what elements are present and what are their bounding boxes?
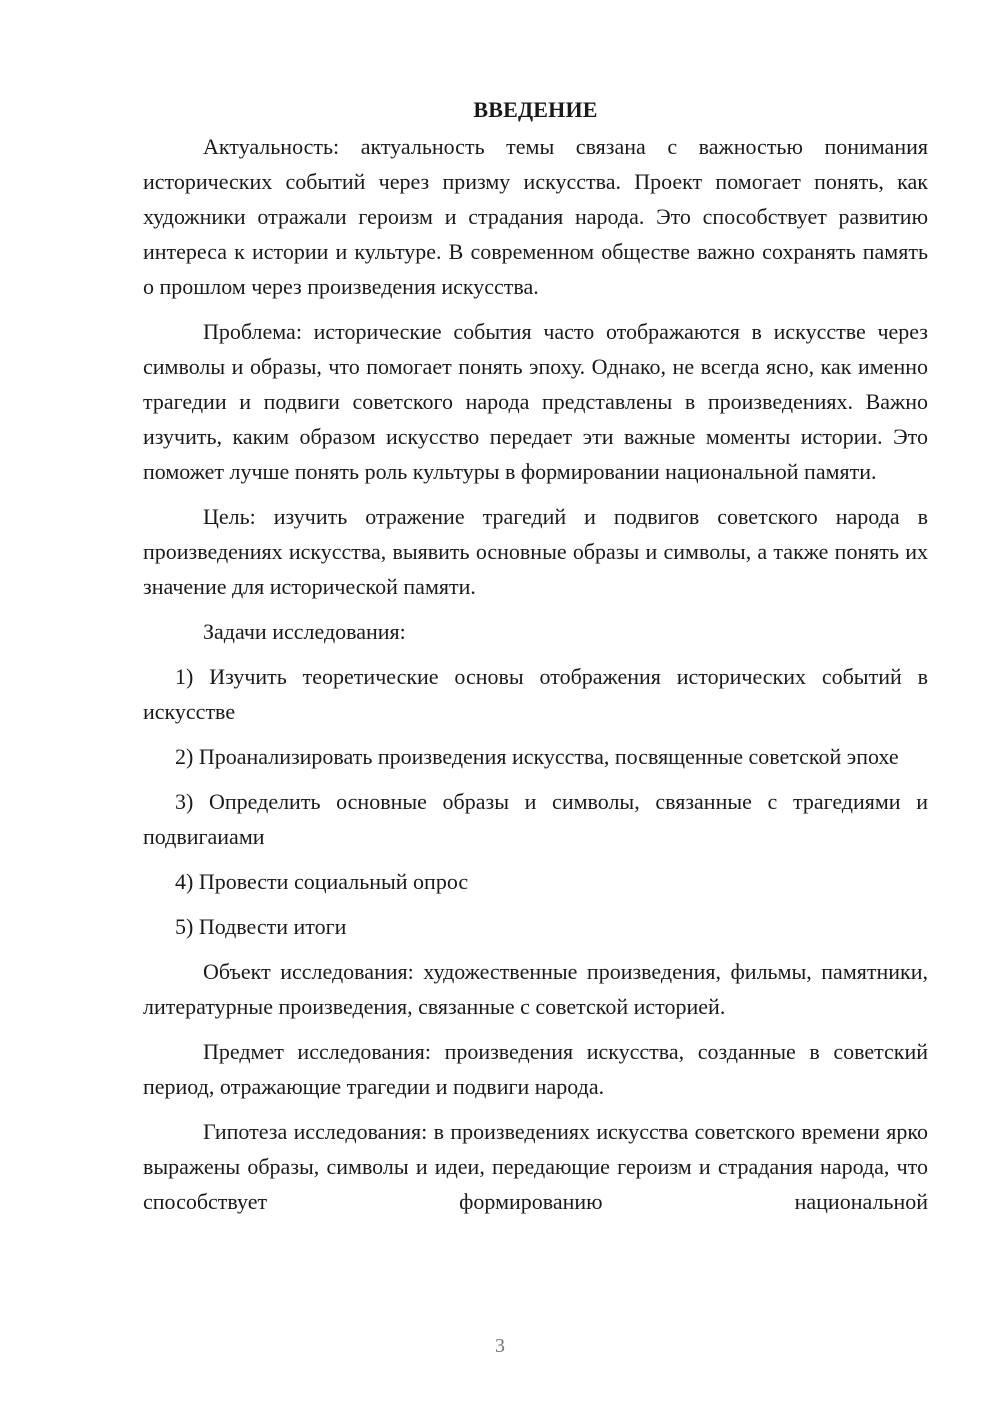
task-item-4 bbox=[143, 864, 928, 899]
goal-paragraph: Цель: изучить отражение трагедий и подвигов советского народа в произведениях искусства, выявить основные образы и символы, а также понять их значение для исторической памяти. bbox=[143, 504, 928, 599]
task-item-1 bbox=[143, 659, 928, 729]
object-paragraph: Объект исследования: художественные произведения, фильмы, памятники, литературные произведения, связанные с советской историей. bbox=[143, 959, 928, 1019]
task-text: Определить основные образы и символы, связанные с трагедиями и подвигаиами bbox=[143, 789, 928, 849]
task-text: Изучить теоретические основы отображения исторических событий в искусстве bbox=[143, 664, 929, 724]
task-number: 2) bbox=[175, 744, 194, 769]
task-text: Подвести итоги bbox=[198, 914, 347, 939]
section-title: ВВЕДЕНИЕ bbox=[473, 97, 598, 122]
problem-paragraph: Проблема: исторические события часто отображаются в искусстве через символы и образы, что помогает понять эпоху. Однако, не всегда ясно, как именно трагедии и подвиги советского народа представлены в произведениях. Важно изучить, каким образом искусство передает эти важные моменты истории. Это поможет лучше понять роль культуры в формировании национальной памяти. bbox=[143, 319, 928, 484]
page-number: 3 bbox=[495, 1335, 505, 1357]
page-content bbox=[143, 95, 928, 1219]
task-number: 3) bbox=[175, 789, 194, 814]
task-number: 1) bbox=[175, 664, 194, 689]
relevance-paragraph: Актуальность: актуальность темы связана с важностью понимания исторических событий через призму искусства. Проект помогает понять, как художники отражали героизм и страдания народа. Это способствует развитию интереса к истории и культуре. В современном обществе важно сохранять память о прошлом через произведения искусства. bbox=[143, 134, 928, 299]
task-number: 4) bbox=[175, 869, 194, 894]
task-item-5 bbox=[143, 909, 928, 944]
tasks-list bbox=[143, 659, 928, 944]
subject-paragraph: Предмет исследования: произведения искусства, созданные в советский период, отражающие трагедии и подвиги народа. bbox=[143, 1039, 928, 1099]
tasks-heading: Задачи исследования: bbox=[203, 619, 406, 644]
task-item-2 bbox=[143, 739, 928, 774]
task-text: Провести социальный опрос bbox=[198, 869, 469, 894]
task-number: 5) bbox=[175, 914, 194, 939]
task-item-3 bbox=[143, 784, 928, 854]
hypothesis-paragraph: Гипотеза исследования: в произведениях искусства советского времени ярко выражены образы, символы и идеи, передающие героизм и страдания народа, что способствует формированию национальной bbox=[143, 1119, 928, 1214]
task-text: Проанализировать произведения искусства, посвященные советской эпохе bbox=[198, 744, 899, 769]
